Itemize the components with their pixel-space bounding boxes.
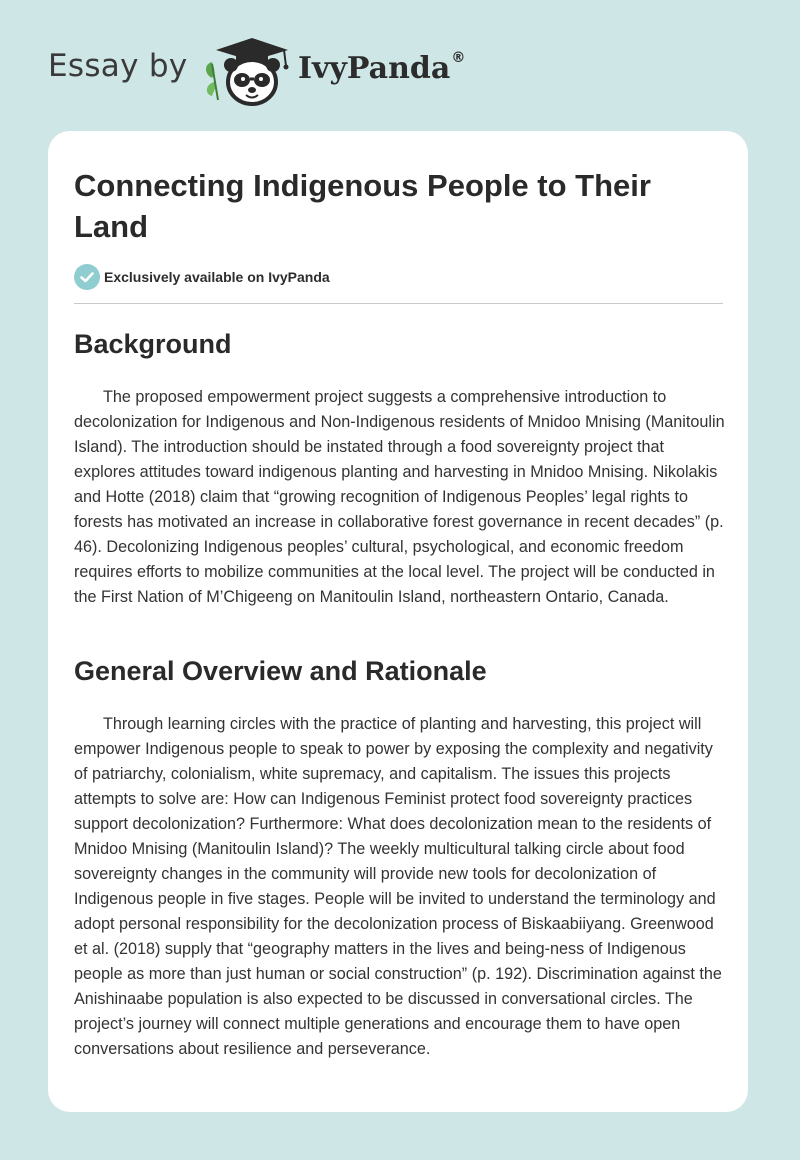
section-text-overview: Through learning circles with the practice of planting and harvesting, this project will empower Indigenous people to speak to power by exposing the complexity and negativity of patriarchy, colonialism, white supremacy, and capitalism. The issues this projects attempts to solve are: How can Indigenous Feminist protect food sovereignty practices support decolonization? Furthermore: What does decolonization mean to the residents of Mnidoo Mnising (Manitoulin Island)? The weekly multicultural talking circle about food sovereignty changes in the community will provide new tools for decolonization of Indigenous people in five stages. People will be invited to understand the terminology and adopt personal responsibility for the decolonization process of Biskaabiiyang. Greenwood et al. (2018) supply that “geography matters in the lives and being-ness of Indigenous people as more than just human or social construction” (p. 192). Discrimination against the Anishinaabe population is also expected to be discussed in conversational circles. The project’s journey will connect multiple generations and encourage them to have open conversations about resilience and perseverance. (74, 715, 722, 1058)
divider (74, 303, 723, 304)
section-text-background: The proposed empowerment project suggests a comprehensive introduction to decolonization for Indigenous and Non-Indigenous residents of Mnidoo Mnising (Manitoulin Island). The introduction should be instated through a food sovereignty project that explores attitudes toward indigenous planting and harvesting in Mnidoo Mnising. Nikolakis and Hotte (2018) claim that “growing recognition of Indigenous Peoples’ legal rights to forests has motivated an increase in collaborative forest governance in recent decades” (p. 46). Decolonizing Indigenous peoples’ cultural, psychological, and economic freedom requires efforts to mobilize communities at the local level. The project will be conducted in the First Nation of M’Chigeeng on Manitoulin Island, northeastern Ontario, Canada. (74, 388, 725, 606)
brand-name[interactable]: IvyPanda® (298, 50, 466, 86)
essay-card (48, 131, 748, 1112)
panda-graduate-logo-icon[interactable] (200, 34, 296, 108)
section-heading-background: Background (74, 329, 232, 359)
check-icon (74, 264, 100, 290)
essay-by-label: Essay by (48, 48, 188, 84)
section-heading-overview: General Overview and Rationale (74, 656, 487, 686)
exclusive-badge-text: Exclusively available on IvyPanda (104, 269, 330, 285)
page-title: Connecting Indigenous People to Their Land (74, 168, 651, 244)
site-header (48, 34, 488, 108)
